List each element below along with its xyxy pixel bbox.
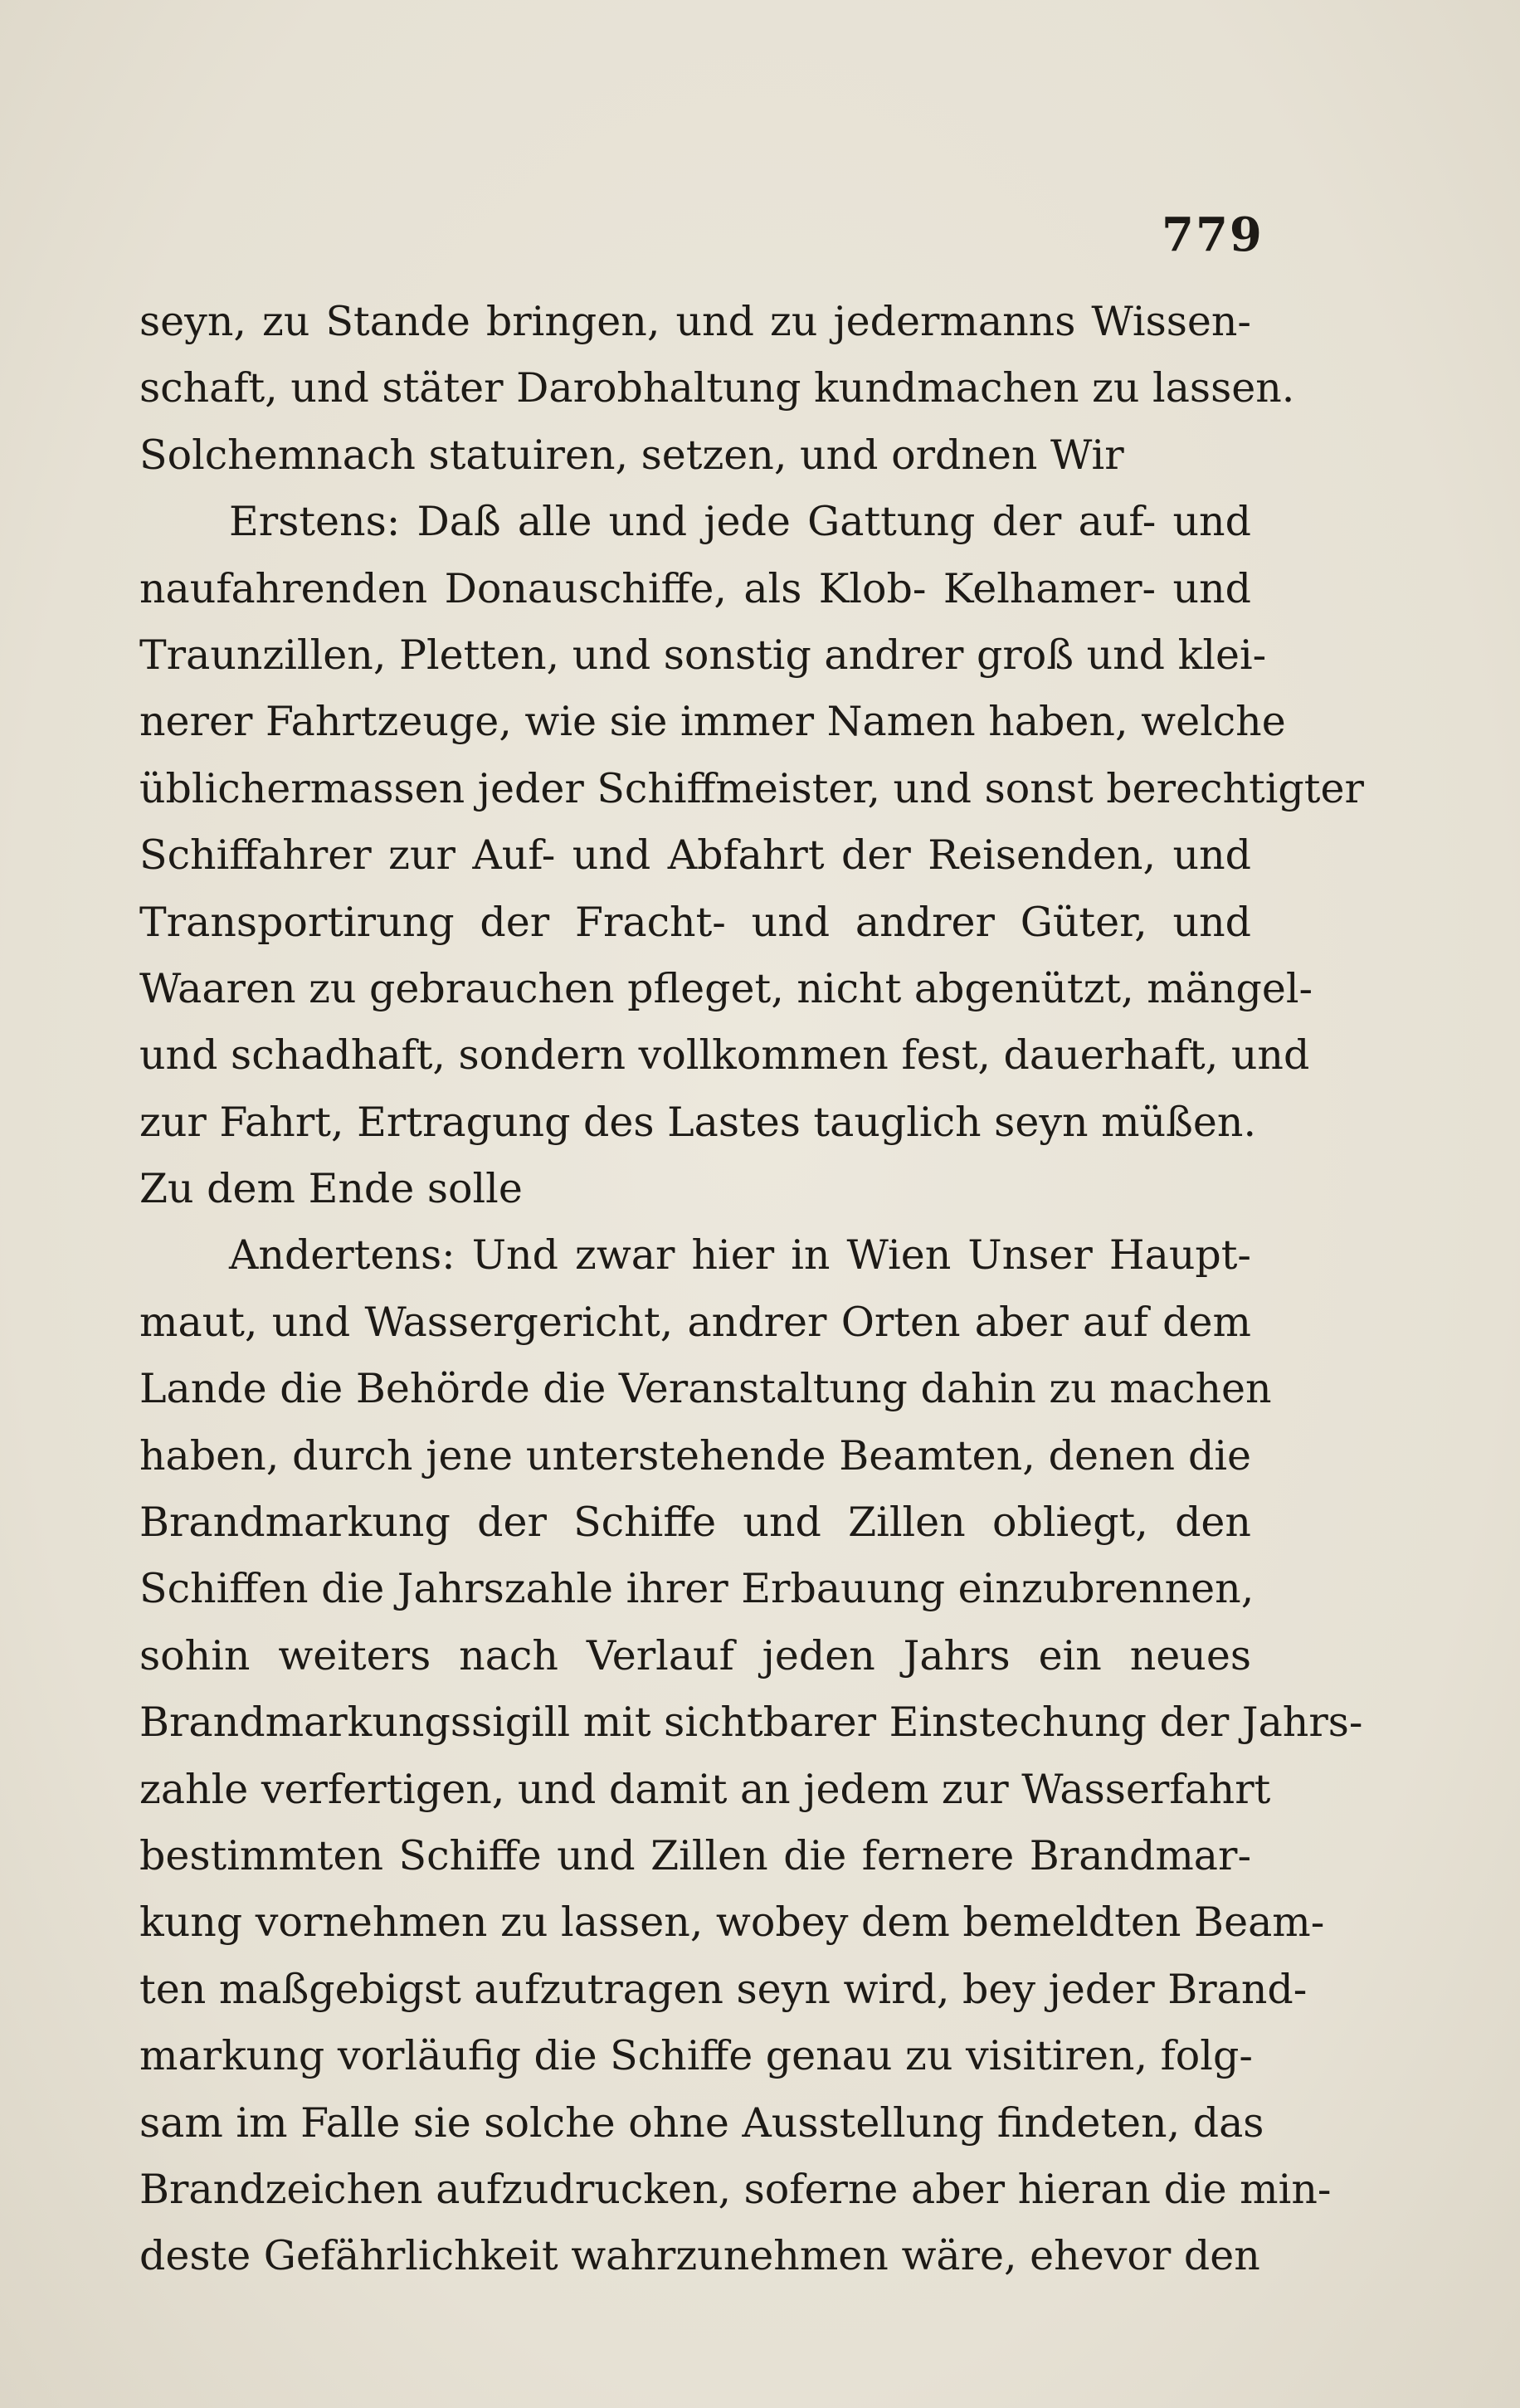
text-line: haben, durch jene unterstehende Beamten, denen die [139,1431,1251,1479]
text-line: seyn, zu Stande bringen, und zu jedermanns Wissen- [139,298,1251,345]
text-line: sam im Falle sie solche ohne Ausstellung findeten, das [139,2098,1264,2147]
text-line: Erstens: Daß alle und jede Gattung der auf- und [229,498,1251,546]
text-line: Schiffen die Jahrszahle ihrer Erbauung einzubrennen, [139,1565,1254,1613]
text-line: sohin weiters nach Verlauf jeden Jahrs ein neues [139,1631,1251,1679]
text-line: markung vorläufig die Schiffe genau zu visitiren, folg- [139,2032,1253,2080]
text-line: kung vornehmen zu lassen, wobey dem bemeldten Beam- [139,1899,1325,1947]
text-line: Brandzeichen aufzudrucken, soferne aber hieran die min- [139,2165,1332,2213]
text-line: Brandmarkung der Schiffe und Zillen obliegt, den [139,1499,1251,1547]
page-number: 779 [1162,207,1264,262]
text-line: Brandmarkungssigill mit sichtbarer Einstechung der Jahrs- [139,1699,1363,1747]
body-text [139,289,1364,2290]
text-line: Waaren zu gebrauchen pfleget, nicht abgenützt, mängel- [139,964,1313,1012]
text-line: Lande die Behörde die Veranstaltung dahin zu machen [139,1365,1272,1413]
text-line: nerer Fahrtzeuge, wie sie immer Namen haben, welche [139,698,1286,746]
text-line: Solchemnach statuiren, setzen, und ordnen Wir [139,431,1124,479]
text-line: deste Gefährlichkeit wahrzunehmen wäre, ehevor den [139,2232,1260,2280]
text-line: ten maßgebigst aufzutragen seyn wird, bey jeder Brand- [139,1965,1308,2013]
text-line: Traunzillen, Pletten, und sonstig andrer groß und klei- [139,631,1267,679]
text-line: bestimmten Schiffe und Zillen die fernere Brandmar- [139,1831,1251,1879]
text-line: zur Fahrt, Ertragung des Lastes tauglich seyn müßen. [139,1098,1257,1146]
text-line: naufahrenden Donauschiffe, als Klob- Kelhamer- und [139,564,1251,612]
text-line: Andertens: Und zwar hier in Wien Unser Haupt- [229,1231,1251,1280]
text-line: Transportirung der Fracht- und andrer Güter, und [139,898,1251,946]
text-line: maut, und Wassergericht, andrer Orten aber auf dem [139,1298,1251,1346]
text-line: schaft, und stäter Darobhaltung kundmachen zu lassen. [139,364,1295,412]
text-line: Schiffahrer zur Auf- und Abfahrt der Reisenden, und [139,831,1251,880]
text-line: Zu dem Ende solle [139,1165,523,1213]
text-line: zahle verfertigen, und damit an jedem zur Wasserfahrt [139,1765,1271,1813]
text-line: und schadhaft, sondern vollkommen fest, dauerhaft, und [139,1031,1310,1080]
text-line: üblichermassen jeder Schiffmeister, und sonst berechtigter [139,764,1364,812]
